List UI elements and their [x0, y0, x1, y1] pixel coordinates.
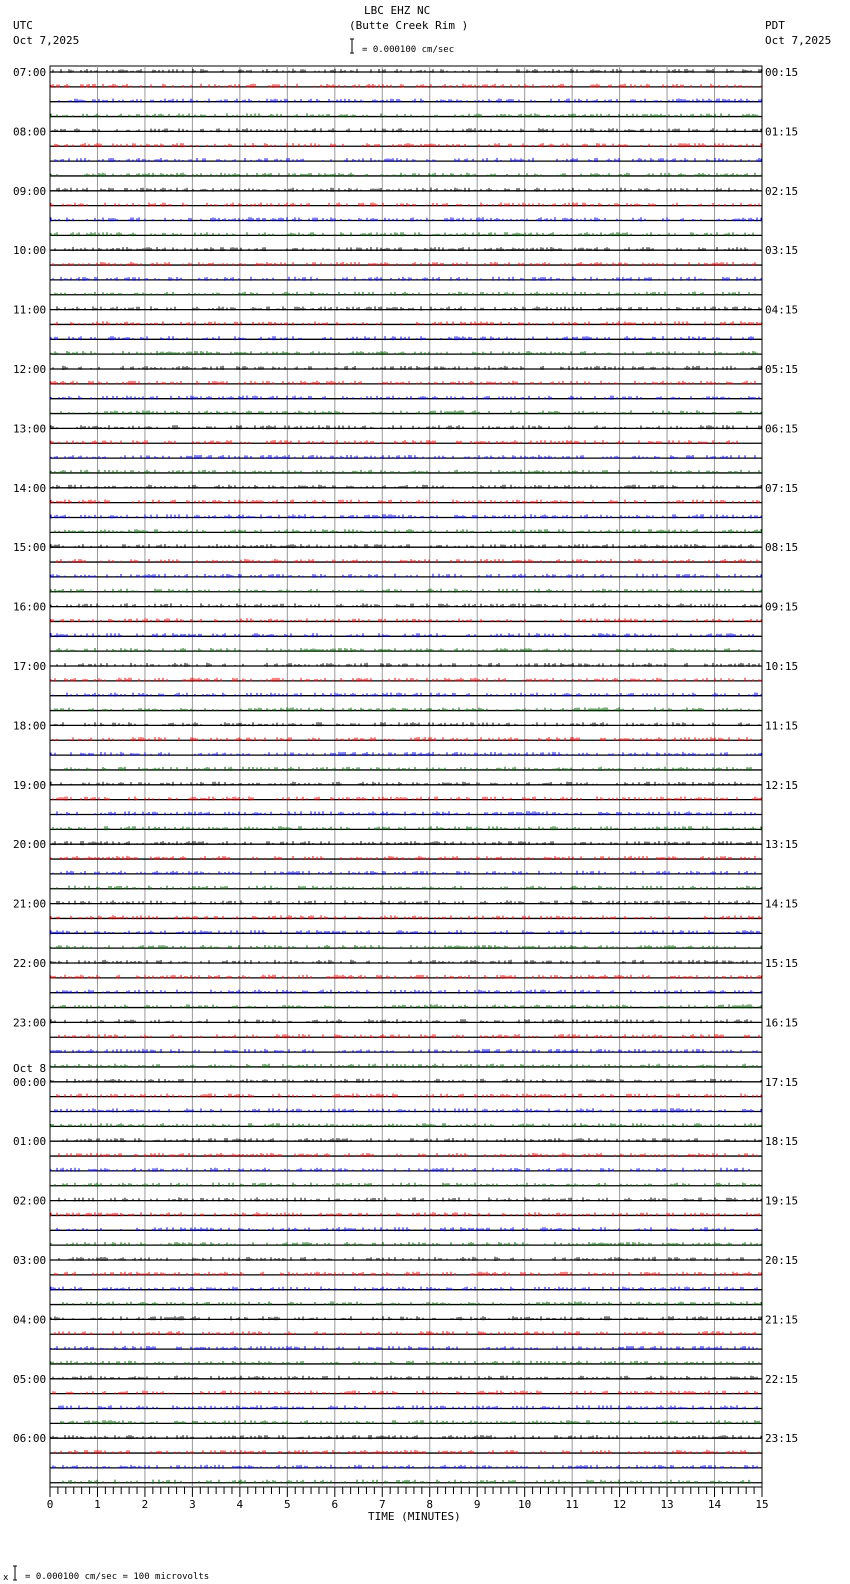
x-tick-label: 9	[473, 1498, 481, 1511]
trace	[50, 856, 762, 860]
pdt-hour-label: 03:15	[765, 244, 799, 258]
left-date: Oct 7,2025	[13, 34, 80, 47]
trace	[50, 425, 762, 429]
trace	[50, 143, 762, 147]
pdt-hour-label: 00:15	[765, 66, 799, 79]
trace	[50, 618, 762, 622]
pdt-hour-label: 12:15	[765, 778, 799, 792]
pdt-hour-label: 07:15	[765, 481, 799, 495]
trace	[50, 128, 762, 132]
trace	[50, 1361, 762, 1365]
scale-text: = 0.000100 cm/sec	[362, 45, 455, 55]
x-tick-label: 14	[707, 1498, 722, 1511]
trace	[50, 1079, 762, 1083]
trace	[50, 975, 762, 979]
trace	[50, 648, 762, 652]
trace	[50, 544, 762, 548]
trace	[50, 440, 762, 444]
utc-hour-label: 18:00	[13, 719, 47, 733]
utc-hour-label: 05:00	[13, 1372, 47, 1386]
trace	[50, 559, 762, 563]
utc-hour-label: 01:00	[13, 1135, 47, 1149]
trace	[50, 960, 762, 964]
footer-scale-bar-icon	[13, 1566, 17, 1580]
pdt-hour-label: 05:15	[765, 363, 799, 376]
x-tick-label: 3	[189, 1498, 196, 1511]
trace	[50, 633, 762, 637]
utc-hour-label: 07:00	[13, 66, 47, 79]
trace	[50, 603, 762, 607]
pdt-hour-label: 18:15	[765, 1135, 799, 1149]
trace	[50, 900, 762, 904]
trace	[50, 1049, 762, 1053]
trace	[50, 1257, 762, 1261]
trace	[50, 1242, 762, 1246]
traces	[50, 69, 762, 1484]
pdt-hour-label: 15:15	[765, 957, 799, 970]
trace	[50, 871, 762, 875]
x-tick-label: 8	[426, 1498, 434, 1511]
utc-hour-label: 23:00	[13, 1016, 47, 1030]
utc-hour-label: 09:00	[13, 184, 47, 198]
date-change-label: Oct 8	[13, 1061, 47, 1075]
x-tick-label: 13	[660, 1498, 674, 1511]
left-timezone: UTC	[13, 19, 33, 32]
trace	[50, 589, 762, 593]
utc-hour-label: 03:00	[13, 1254, 47, 1267]
trace	[50, 84, 762, 88]
trace	[50, 826, 762, 830]
trace	[50, 574, 762, 578]
trace	[50, 1183, 762, 1187]
x-tick-label: 6	[331, 1498, 339, 1511]
pdt-hour-label: 19:15	[765, 1194, 799, 1208]
utc-hour-label: 20:00	[13, 838, 47, 852]
x-tick-label: 2	[141, 1498, 149, 1511]
trace	[50, 1212, 762, 1216]
trace	[50, 381, 762, 385]
right-date: Oct 7,2025	[765, 34, 832, 47]
trace	[50, 455, 762, 459]
trace	[50, 722, 762, 726]
pdt-hour-label: 06:15	[765, 422, 799, 436]
trace	[50, 1004, 762, 1008]
utc-hour-label: 11:00	[13, 303, 47, 317]
trace	[50, 366, 762, 370]
pdt-hour-label: 01:15	[765, 125, 799, 139]
trace	[50, 485, 762, 489]
trace	[50, 990, 762, 994]
utc-hour-label: 22:00	[13, 957, 47, 970]
trace	[50, 69, 762, 73]
trace	[50, 514, 762, 518]
utc-hour-label: 06:00	[13, 1432, 47, 1446]
pdt-hour-label: 21:15	[765, 1313, 799, 1327]
utc-hour-label: 16:00	[13, 600, 47, 614]
footer-marker: x	[3, 1573, 9, 1583]
trace	[50, 782, 762, 786]
trace	[50, 1064, 762, 1068]
trace	[50, 678, 762, 682]
trace	[50, 1153, 762, 1157]
trace	[50, 232, 762, 236]
utc-hour-label: 02:00	[13, 1194, 47, 1208]
right-timezone: PDT	[765, 19, 785, 32]
x-tick-label: 10	[518, 1498, 532, 1511]
utc-hour-label: 14:00	[13, 481, 47, 495]
trace	[50, 886, 762, 890]
pdt-hour-label: 09:15	[765, 600, 799, 614]
trace	[50, 292, 762, 296]
utc-hour-label: 08:00	[13, 125, 47, 139]
trace	[50, 915, 762, 919]
pdt-hour-label: 10:15	[765, 660, 799, 673]
trace	[50, 841, 762, 845]
pdt-hour-label: 20:15	[765, 1254, 799, 1267]
scale-bar-icon	[350, 39, 354, 53]
trace	[50, 1435, 762, 1439]
trace	[50, 1391, 762, 1395]
x-tick-label: 15	[755, 1498, 769, 1511]
x-tick-label: 1	[94, 1498, 101, 1511]
utc-hour-label: 15:00	[13, 541, 47, 555]
trace	[50, 158, 762, 162]
trace	[50, 1123, 762, 1127]
trace	[50, 173, 762, 177]
station-location: (Butte Creek Rim )	[349, 19, 469, 32]
station-title: LBC EHZ NC	[364, 4, 431, 17]
trace	[50, 188, 762, 192]
trace	[50, 203, 762, 207]
trace	[50, 663, 762, 667]
trace	[50, 99, 762, 103]
trace	[50, 1108, 762, 1112]
pdt-hour-label: 04:15	[765, 303, 799, 317]
x-tick-label: 4	[236, 1498, 244, 1511]
trace	[50, 1450, 762, 1454]
trace	[50, 1138, 762, 1142]
trace	[50, 113, 762, 117]
pdt-hour-label: 08:15	[765, 541, 799, 555]
trace	[50, 1346, 762, 1350]
trace	[50, 262, 762, 266]
x-tick-label: 12	[612, 1498, 627, 1511]
pdt-hour-label: 16:15	[765, 1016, 799, 1030]
x-tick-label: 5	[284, 1498, 291, 1511]
trace	[50, 693, 762, 697]
trace	[50, 1287, 762, 1291]
trace	[50, 277, 762, 281]
utc-hour-label: 17:00	[13, 660, 47, 673]
trace	[50, 1420, 762, 1424]
pdt-hour-label: 11:15	[765, 719, 799, 733]
trace	[50, 1316, 762, 1320]
utc-hour-label: 10:00	[13, 244, 47, 258]
trace	[50, 811, 762, 815]
utc-hour-label: 13:00	[13, 422, 47, 436]
trace	[50, 930, 762, 934]
x-axis-label: TIME (MINUTES)	[368, 1510, 461, 1523]
utc-hour-label: 04:00	[13, 1313, 47, 1327]
trace	[50, 1034, 762, 1038]
trace	[50, 1019, 762, 1023]
x-tick-label: 11	[565, 1498, 579, 1511]
x-tick-label: 7	[378, 1498, 386, 1511]
trace	[50, 500, 762, 504]
x-tick-label: 0	[46, 1498, 54, 1511]
utc-hour-label: 19:00	[13, 778, 47, 792]
trace	[50, 707, 762, 711]
trace	[50, 737, 762, 741]
pdt-hour-label: 22:15	[765, 1372, 799, 1386]
trace	[50, 1197, 762, 1201]
footer-scale-text: = 0.000100 cm/sec = 100 microvolts	[25, 1572, 210, 1582]
trace	[50, 1094, 762, 1098]
trace	[50, 306, 762, 310]
trace	[50, 1301, 762, 1305]
trace	[50, 470, 762, 474]
trace	[50, 1465, 762, 1469]
utc-hour-label: 12:00	[13, 363, 47, 376]
trace	[50, 1331, 762, 1335]
trace	[50, 321, 762, 325]
x-axis	[47, 1487, 769, 1511]
trace	[50, 767, 762, 771]
pdt-hour-label: 14:15	[765, 897, 799, 911]
trace	[50, 752, 762, 756]
utc-hour-label: 00:00	[13, 1075, 47, 1089]
pdt-hour-label: 13:15	[765, 838, 799, 852]
trace	[50, 336, 762, 340]
trace	[50, 396, 762, 400]
trace	[50, 247, 762, 251]
trace	[50, 1480, 762, 1484]
trace	[50, 351, 762, 355]
pdt-hour-label: 23:15	[765, 1432, 799, 1446]
trace	[50, 217, 762, 221]
trace	[50, 1272, 762, 1276]
trace-signal	[55, 247, 747, 251]
trace	[50, 410, 762, 414]
trace	[50, 1376, 762, 1380]
trace	[50, 1168, 762, 1172]
trace	[50, 529, 762, 533]
utc-hour-label: 21:00	[13, 897, 47, 911]
trace	[50, 1227, 762, 1231]
trace	[50, 1405, 762, 1409]
pdt-hour-label: 17:15	[765, 1075, 799, 1089]
trace	[50, 797, 762, 801]
pdt-hour-label: 02:15	[765, 184, 799, 198]
trace	[50, 945, 762, 949]
